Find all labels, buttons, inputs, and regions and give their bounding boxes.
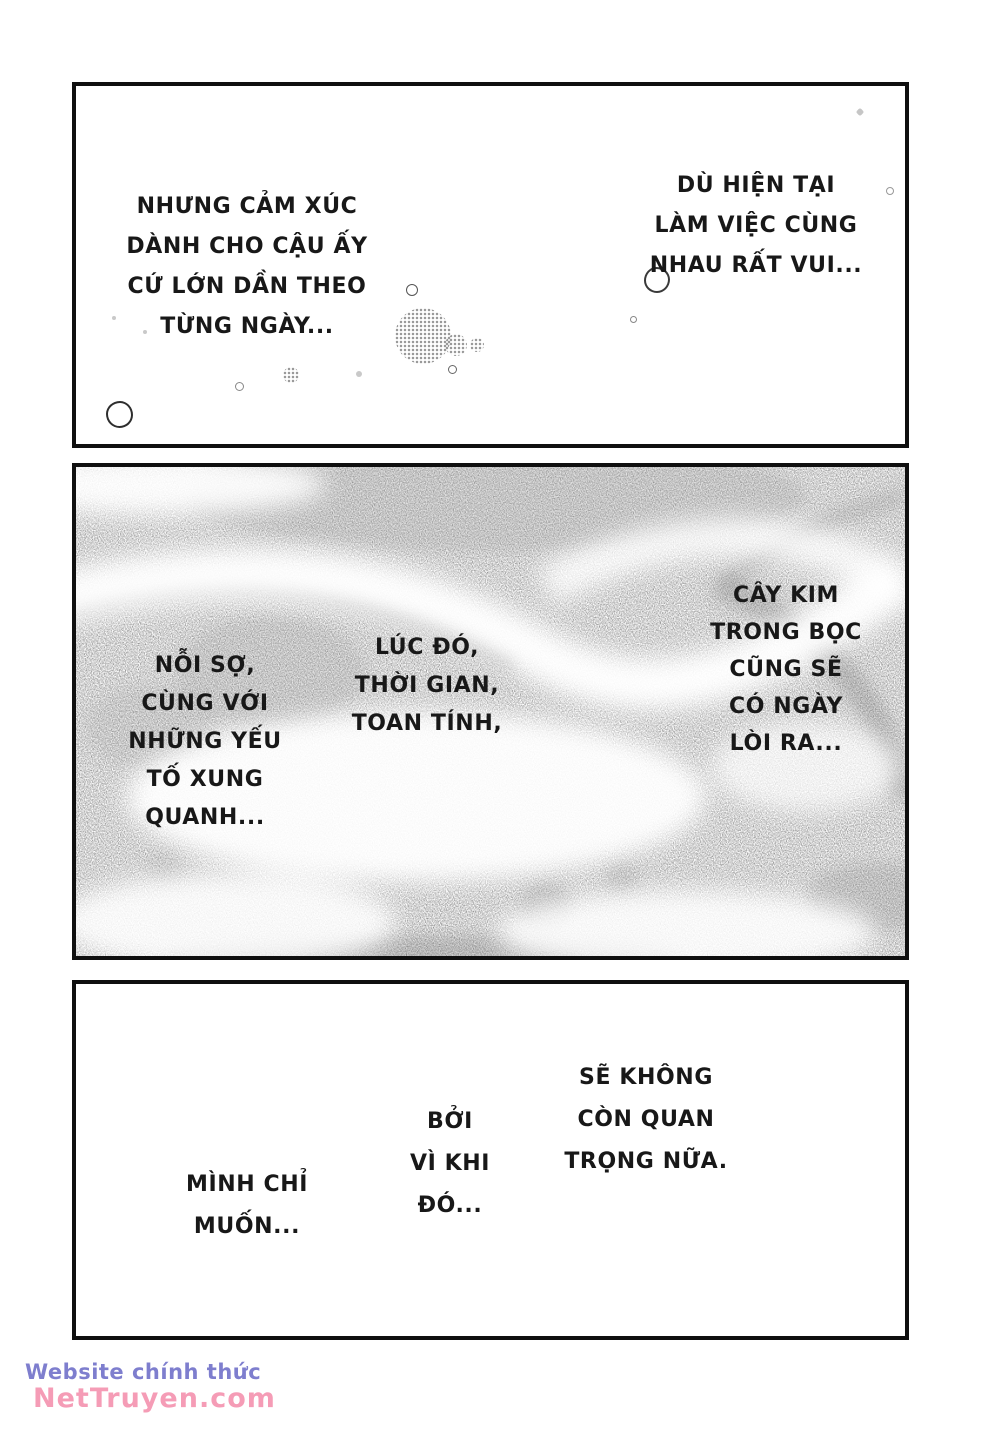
caption-fear-factors [128, 647, 282, 837]
caption-line: NHƯNG CẢM XÚC [136, 194, 358, 219]
caption-line: DÀNH CHO CẬU ẤY [126, 234, 368, 259]
caption-line: NHỮNG YẾU [128, 729, 282, 754]
ink-blob [445, 334, 467, 356]
caption-wont-matter [564, 1057, 727, 1183]
caption-line: TỐ XUNG [146, 767, 264, 792]
caption-line: CÙNG VỚI [141, 691, 269, 716]
caption-i-just-want [186, 1164, 308, 1248]
caption-line: NỖI SỢ, [154, 653, 256, 678]
caption-line: ĐÓ... [417, 1193, 483, 1218]
ink-blob [470, 338, 484, 352]
caption-line: QUANH... [145, 805, 265, 830]
ink-blob [283, 367, 299, 383]
caption-line: TOAN TÍNH, [351, 711, 503, 736]
ink-speck [630, 316, 637, 323]
caption-line: LÀM VIỆC CÙNG [654, 213, 858, 238]
caption-line: MUỐN... [193, 1214, 301, 1239]
caption-feelings-growing [126, 187, 367, 347]
caption-line: TRONG BỌC [710, 620, 862, 645]
caption-line: DÙ HIỆN TẠI [676, 173, 836, 198]
caption-time-scheming [352, 629, 503, 743]
caption-line: MÌNH CHỈ [185, 1172, 309, 1197]
ink-speck [356, 371, 362, 377]
caption-fun-working-together [650, 166, 862, 286]
caption-line: LÚC ĐÓ, [374, 635, 480, 660]
caption-line: VÌ KHI [409, 1151, 491, 1176]
ink-circle [106, 401, 133, 428]
caption-line: CÂY KIM [733, 583, 839, 608]
caption-line: CỨ LỚN DẦN THEO [127, 274, 367, 299]
caption-needle-in-sack [710, 577, 862, 762]
caption-line: TỪNG NGÀY... [160, 314, 334, 339]
ink-speck [856, 108, 864, 116]
caption-line: CŨNG SẼ [729, 657, 843, 682]
caption-line: LÒI RA... [729, 731, 843, 756]
caption-line: CÒN QUAN [577, 1107, 715, 1132]
watermark-line-2: NetTruyen.com [33, 1383, 276, 1414]
caption-line: THỜI GIAN, [354, 673, 500, 698]
ink-circle [235, 382, 244, 391]
ink-blob [395, 308, 451, 364]
ink-speck [112, 316, 116, 320]
caption-line: TRỌNG NỮA. [564, 1149, 728, 1174]
panel-2 [72, 463, 909, 960]
caption-because-then [410, 1101, 490, 1227]
ink-circle [406, 284, 418, 296]
watermark-line-1: Website chính thức [25, 1360, 262, 1384]
caption-line: SẼ KHÔNG [579, 1065, 713, 1090]
caption-line: NHAU RẤT VUI... [649, 253, 863, 278]
panel-1 [72, 82, 909, 448]
ink-circle [448, 365, 457, 374]
ink-circle [886, 187, 894, 195]
panel-3 [72, 980, 909, 1340]
caption-line: CÓ NGÀY [728, 694, 844, 719]
caption-line: BỞI [427, 1109, 473, 1134]
